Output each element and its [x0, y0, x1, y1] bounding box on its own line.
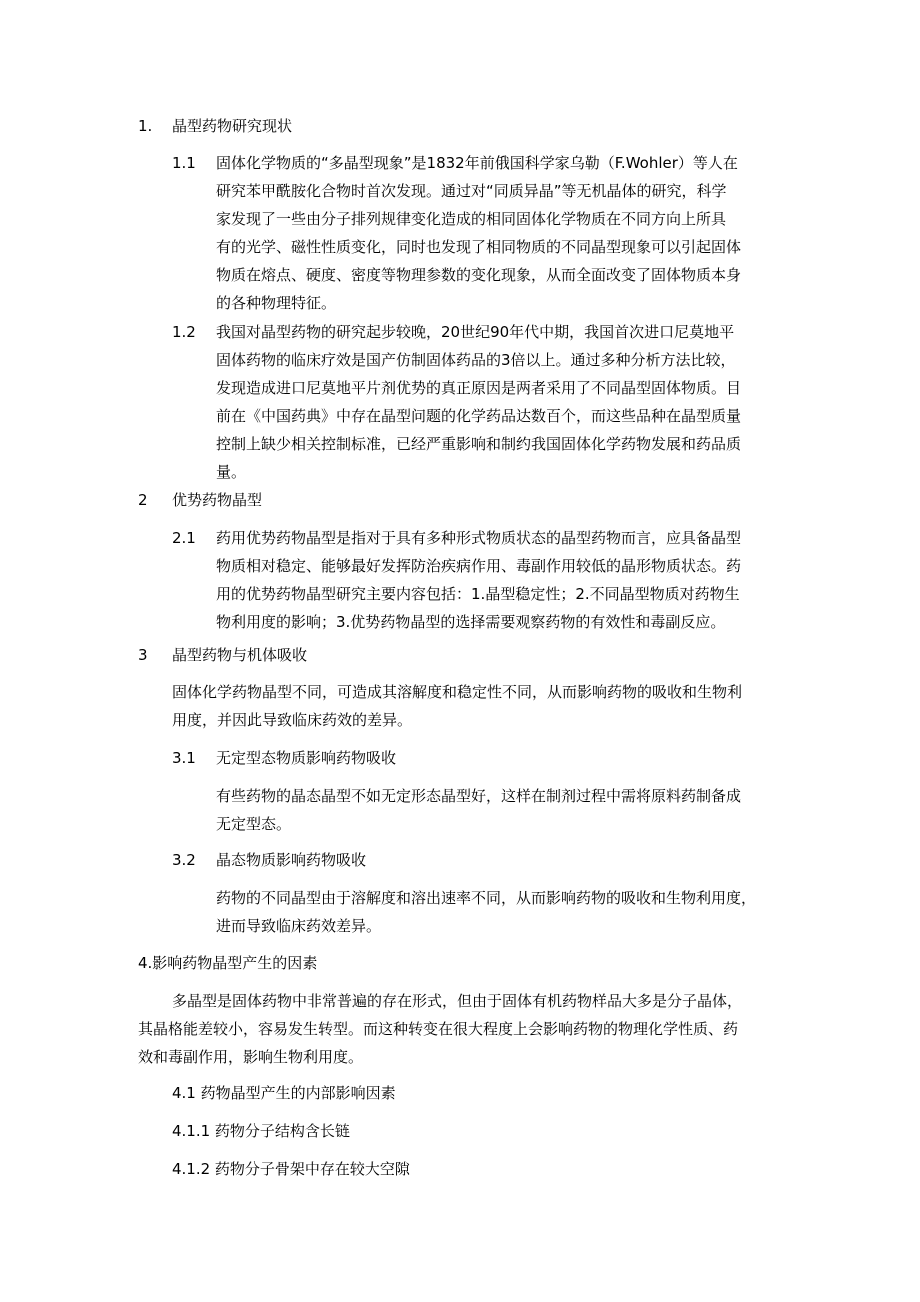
section-1-heading: 晶型药物研究现状 [172, 117, 293, 135]
sub-3-1-number: 3.1 [172, 749, 196, 767]
sub-3-2-number: 3.2 [172, 851, 196, 869]
section-4-para-line: 效和毒副作用，影响生物利用度。 [138, 1048, 364, 1066]
section-1-number: 1. [138, 117, 153, 135]
para-1-2-line: 固体药物的临床疗效是国产仿制固体药品的3倍以上。通过多种分析方法比较， [216, 351, 736, 369]
section-2-number: 2 [138, 491, 148, 509]
para-1-1-line: 有的光学、磁性性质变化，同时也发现了相同物质的不同晶型现象可以引起固体 [216, 238, 742, 256]
para-1-2-line: 我国对晶型药物的研究起步较晚，20世纪90年代中期，我国首次进口尼莫地平 [216, 323, 735, 341]
section-3-intro-line: 用度，并因此导致临床药效的差异。 [172, 711, 413, 729]
para-1-1-line: 物质在熔点、硬度、密度等物理参数的变化现象，从而全面改变了固体物质本身 [216, 266, 742, 284]
para-1-2-line: 发现造成进口尼莫地平片剂优势的真正原因是两者采用了不同晶型固体物质。目 [216, 379, 742, 397]
para-1-1-number: 1.1 [172, 154, 196, 172]
para-2-1-line: 药用优势药物晶型是指对于具有多种形式物质状态的晶型药物而言，应具备晶型 [216, 529, 742, 547]
section-3-number: 3 [138, 646, 148, 664]
section-4-para-line: 多晶型是固体药物中非常普遍的存在形式，但由于固体有机药物样品大多是分子晶体， [172, 992, 743, 1010]
para-2-1-line: 物利用度的影响；3.优势药物晶型的选择需要观察药物的有效性和毒副反应。 [216, 613, 726, 631]
para-1-1-line: 家发现了一些由分子排列规律变化造成的相同固体化学物质在不同方向上所具 [216, 210, 727, 228]
section-4-heading: 4.影响药物晶型产生的因素 [138, 954, 318, 972]
sub-3-1-heading: 无定型态物质影响药物吸收 [216, 749, 397, 767]
para-2-1-number: 2.1 [172, 529, 196, 547]
sub-4-1-1-heading: 4.1.1 药物分子结构含长链 [172, 1122, 350, 1140]
sub-3-1-line: 无定型态。 [216, 815, 292, 833]
para-1-2-number: 1.2 [172, 323, 196, 341]
para-1-1-line: 研究苯甲酰胺化合物时首次发现。通过对“同质异晶”等无机晶体的研究，科学 [216, 182, 727, 200]
para-1-1-line: 的各种物理特征。 [216, 294, 337, 312]
sub-3-2-line: 药物的不同晶型由于溶解度和溶出速率不同，从而影响药物的吸收和生物利用度， [216, 889, 757, 907]
section-4-para-line: 其晶格能差较小，容易发生转型。而这种转变在很大程度上会影响药物的物理化学性质、药 [138, 1020, 739, 1038]
sub-4-1-heading: 4.1 药物晶型产生的内部影响因素 [172, 1084, 396, 1102]
para-2-1-line: 物质相对稳定、能够最好发挥防治疾病作用、毒副作用较低的晶形物质状态。药 [216, 557, 742, 575]
para-1-2-line: 量。 [216, 463, 247, 481]
section-3-heading: 晶型药物与机体吸收 [172, 646, 308, 664]
section-2-heading: 优势药物晶型 [172, 491, 263, 509]
sub-3-2-heading: 晶态物质影响药物吸收 [216, 851, 367, 869]
sub-3-1-line: 有些药物的晶态晶型不如无定形态晶型好，这样在制剂过程中需将原料药制备成 [216, 787, 742, 805]
para-1-1-line: 固体化学物质的“多晶型现象”是1832年前俄国科学家乌勒（F.Wohler）等人在 [216, 154, 738, 172]
para-1-2-line: 控制上缺少相关控制标准，已经严重影响和制约我国固体化学药物发展和药品质 [216, 435, 742, 453]
sub-4-1-2-heading: 4.1.2 药物分子骨架中存在较大空隙 [172, 1160, 410, 1178]
para-2-1-line: 用的优势药物晶型研究主要内容包括：1.晶型稳定性；2.不同晶型物质对药物生 [216, 585, 740, 603]
sub-3-2-line: 进而导致临床药效差异。 [216, 917, 382, 935]
para-1-2-line: 前在《中国药典》中存在晶型问题的化学药品达数百个，而这些品种在晶型质量 [216, 407, 742, 425]
section-3-intro-line: 固体化学药物晶型不同，可造成其溶解度和稳定性不同，从而影响药物的吸收和生物利 [172, 683, 743, 701]
